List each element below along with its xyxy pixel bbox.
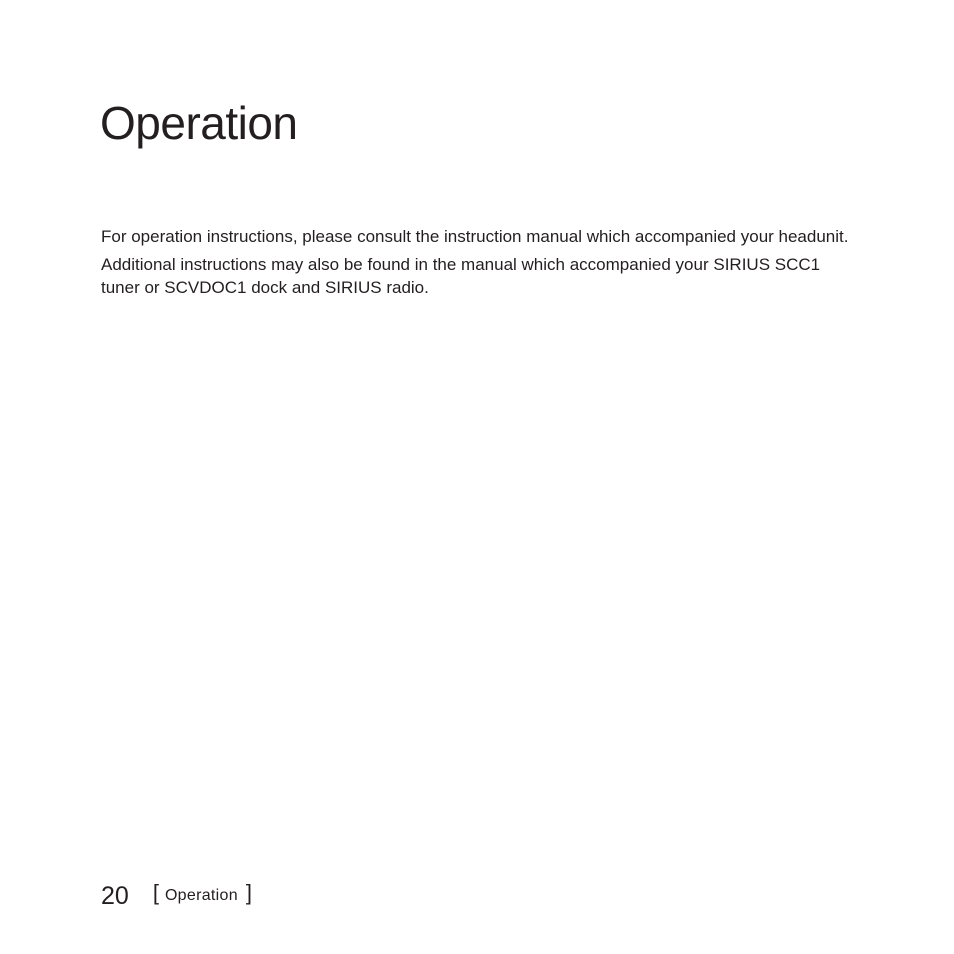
paragraph-operation-instructions: For operation instructions, please consult the instruction manual which accompanied your headunit. — [101, 227, 849, 246]
paragraph-additional-instructions: Additional instructions may also be found in the manual which accompanied your SIRIUS SCC1 tuner or SCVDOC1 dock and SIRIUS radio. — [101, 255, 821, 297]
open-bracket: [ — [152, 880, 159, 905]
page-title: Operation — [100, 97, 298, 149]
page-number: 20 — [101, 882, 129, 910]
page-footer — [101, 876, 252, 916]
close-bracket: ] — [245, 880, 253, 905]
body-text — [101, 225, 861, 304]
footer-section-name: Operation — [164, 887, 238, 904]
